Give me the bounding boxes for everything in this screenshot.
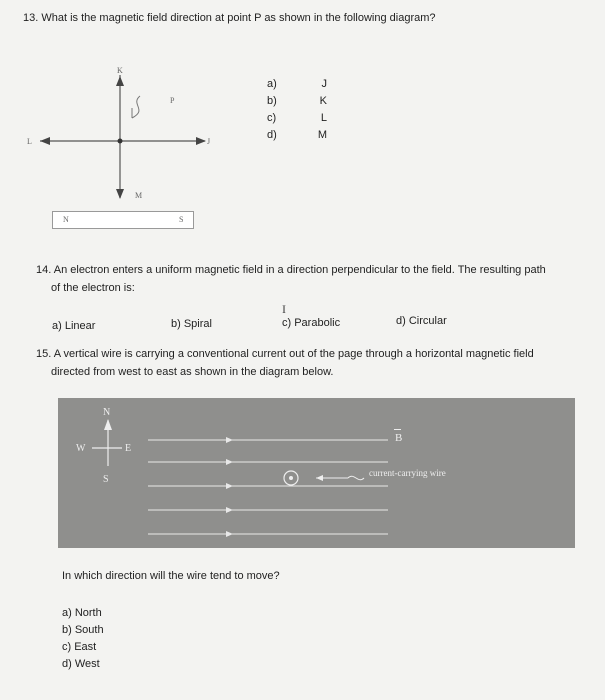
q13-option-a[interactable]: [267, 78, 327, 95]
wire-squiggle: [132, 96, 140, 118]
q13-text: 13. What is the magnetic field direction at point P as shown in the following diagram?: [23, 12, 436, 24]
label-pointer-arrow-icon: [316, 475, 323, 481]
q15-line2: directed from west to east as shown in the diagram below.: [51, 366, 334, 378]
q14-line2: of the electron is:: [51, 282, 135, 294]
q13-option-b[interactable]: [267, 95, 327, 112]
bar-n-label: N: [63, 215, 69, 224]
label-k: K: [117, 66, 123, 75]
q14-option-a[interactable]: a) Linear: [52, 320, 96, 332]
field-b-label: B: [395, 432, 403, 444]
option-letter: a): [267, 78, 277, 90]
q15-option-a[interactable]: a) North: [62, 607, 102, 619]
q14-option-d[interactable]: d) Circular: [396, 315, 447, 327]
q14-line1: 14. An electron enters a uniform magnetic field in a direction perpendicular to the field. The resulting path: [36, 264, 546, 276]
q15-option-c[interactable]: c) East: [62, 641, 97, 653]
q13-option-c[interactable]: [267, 112, 327, 129]
label-p: P: [170, 96, 175, 105]
wire-label: current-carrying wire: [369, 468, 446, 478]
q15-line1: 15. A vertical wire is carrying a conventional current out of the page through a horizontal magnetic field: [36, 348, 534, 360]
option-letter: b): [267, 95, 277, 107]
q13-options: [267, 78, 327, 146]
option-value: M: [317, 129, 327, 141]
vector-bar: [394, 429, 401, 430]
option-letter: d): [267, 129, 277, 141]
option-value: L: [320, 112, 327, 124]
text-cursor-icon: I: [282, 302, 286, 316]
label-j: J: [207, 137, 211, 146]
arrow-down-icon: [116, 189, 124, 199]
arrow-up-icon: [116, 76, 124, 86]
option-letter: c): [267, 112, 277, 124]
bar-s-label: S: [179, 215, 184, 224]
q15-option-b[interactable]: b) South: [62, 624, 104, 636]
q13-option-d[interactable]: [267, 129, 327, 146]
compass-w-label: W: [76, 443, 86, 454]
label-m: M: [135, 191, 143, 200]
q13-diagram: [20, 60, 220, 210]
bar-magnet: [52, 211, 194, 229]
arrow-left-icon: [40, 137, 50, 145]
q15-option-d[interactable]: d) West: [62, 658, 100, 670]
option-value: J: [321, 78, 327, 90]
q15-options: [62, 605, 104, 673]
arrow-right-icon: [196, 137, 206, 145]
compass-s-label: S: [103, 474, 109, 485]
q14-option-c[interactable]: c) Parabolic: [282, 317, 341, 329]
compass-north-arrow-icon: [104, 419, 112, 430]
label-l: L: [27, 137, 32, 146]
q15-prompt: In which direction will the wire tend to move?: [62, 570, 280, 582]
compass-e-label: E: [125, 443, 132, 454]
q14-option-b[interactable]: b) Spiral: [171, 318, 212, 330]
q15-diagram: [58, 398, 575, 548]
compass-n-label: N: [103, 407, 111, 418]
option-value: K: [319, 95, 327, 107]
